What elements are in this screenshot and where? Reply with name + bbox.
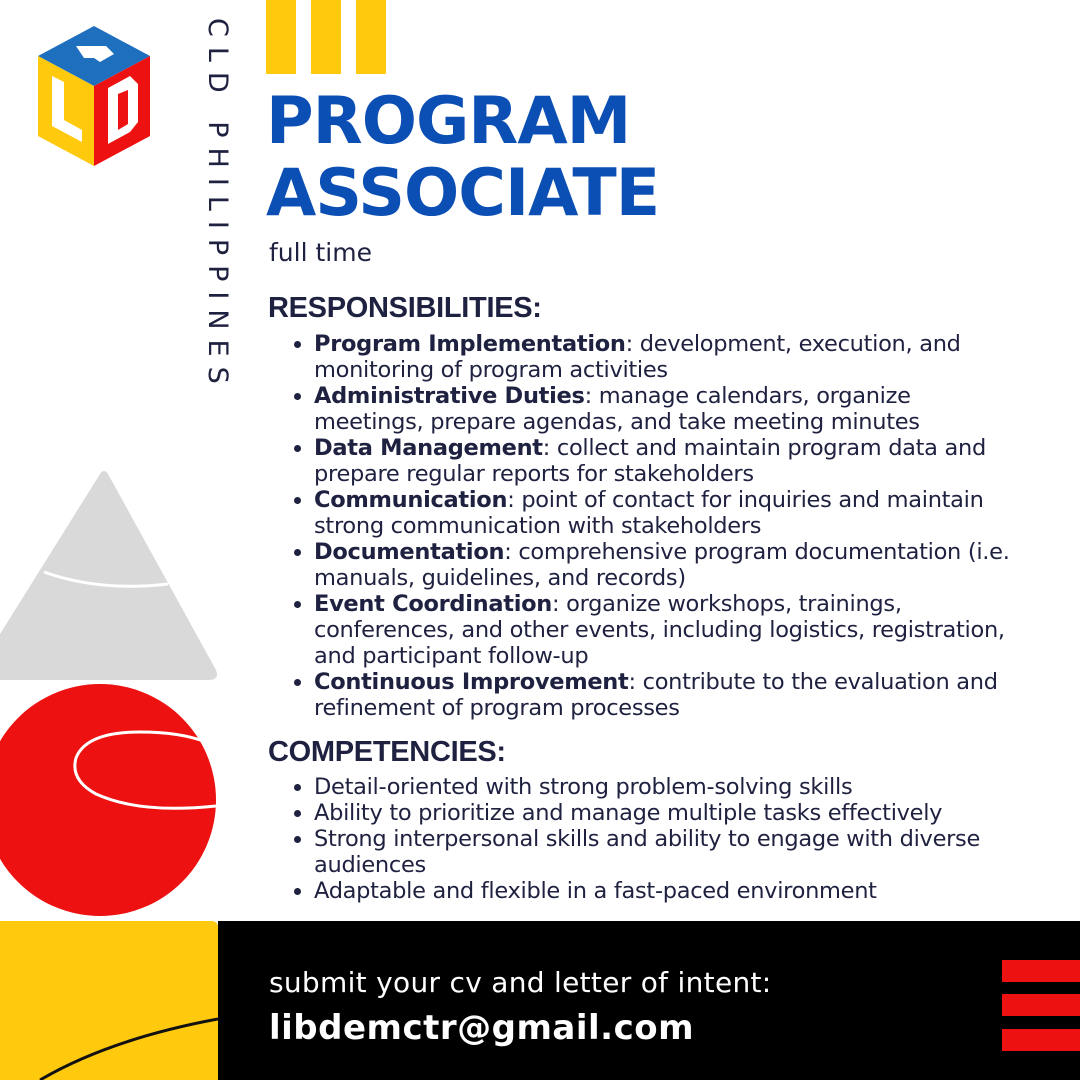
item-text: : contribute to the evaluation and refinement of program processes (314, 669, 998, 721)
menu-bar-decor (1002, 960, 1080, 982)
submit-instruction: submit your cv and letter of intent: (269, 966, 772, 999)
item-label: Program Implementation (314, 331, 626, 357)
list-item (314, 331, 1014, 383)
top-accent-bar (266, 0, 296, 74)
item-text: : collect and maintain program data and prepare regular reports for stakeholders (314, 435, 986, 487)
competencies-list (288, 774, 1014, 904)
item-text: : development, execution, and monitoring of program activities (314, 331, 961, 383)
list-item (314, 591, 1014, 669)
item-label: Documentation (314, 539, 505, 565)
job-title-line2: ASSOCIATE (266, 156, 660, 231)
list-item (314, 383, 1014, 435)
triangle-shape (0, 471, 217, 680)
top-accent-bar (311, 0, 341, 74)
item-text: : organize workshops, trainings, conferences, and other events, including logistics, registration, and participant follow-up (314, 591, 1005, 669)
item-label: Communication (314, 487, 508, 513)
employment-type: full time (269, 238, 372, 267)
list-item: • Ability to prioritize and manage multiple tasks effectively (314, 800, 1014, 826)
item-label: Data Management (314, 435, 543, 461)
list-item: • Adaptable and flexible in a fast-paced environment (314, 878, 1014, 904)
list-item (314, 487, 1014, 539)
brand-name-vertical: CLD PHILIPPINES (202, 18, 233, 394)
list-item (314, 669, 1014, 721)
footer-curve-line (0, 921, 218, 1080)
footer-panel (218, 921, 1080, 1080)
menu-bar-decor (1002, 994, 1080, 1016)
responsibilities-heading: RESPONSIBILITIES: (268, 292, 542, 324)
contact-email[interactable]: libdemctr@gmail.com (269, 1008, 695, 1048)
list-item (314, 539, 1014, 591)
item-label: Event Coordination (314, 591, 552, 617)
list-item: • Detail-oriented with strong problem-solving skills (314, 774, 1014, 800)
list-item: • Strong interpersonal skills and ability to engage with diverse audiences (314, 826, 1014, 878)
menu-bar-decor (1002, 1029, 1080, 1051)
list-item (314, 435, 1014, 487)
item-label: Continuous Improvement (314, 669, 629, 695)
item-text: : comprehensive program documentation (i.e. manuals, guidelines, and records) (314, 539, 1010, 591)
job-title (266, 86, 659, 230)
responsibilities-list (288, 331, 1014, 721)
cld-cube-logo-icon (34, 24, 154, 169)
item-text: : point of contact for inquiries and maintain strong communication with stakeholders (314, 487, 984, 539)
competencies-heading: COMPETENCIES: (268, 736, 506, 768)
item-text: : manage calendars, organize meetings, prepare agendas, and take meeting minutes (314, 383, 920, 435)
decorative-shapes (0, 460, 240, 930)
top-accent-bar (356, 0, 386, 74)
item-label: Administrative Duties (314, 383, 585, 409)
job-title-line1: PROGRAM (266, 84, 631, 159)
